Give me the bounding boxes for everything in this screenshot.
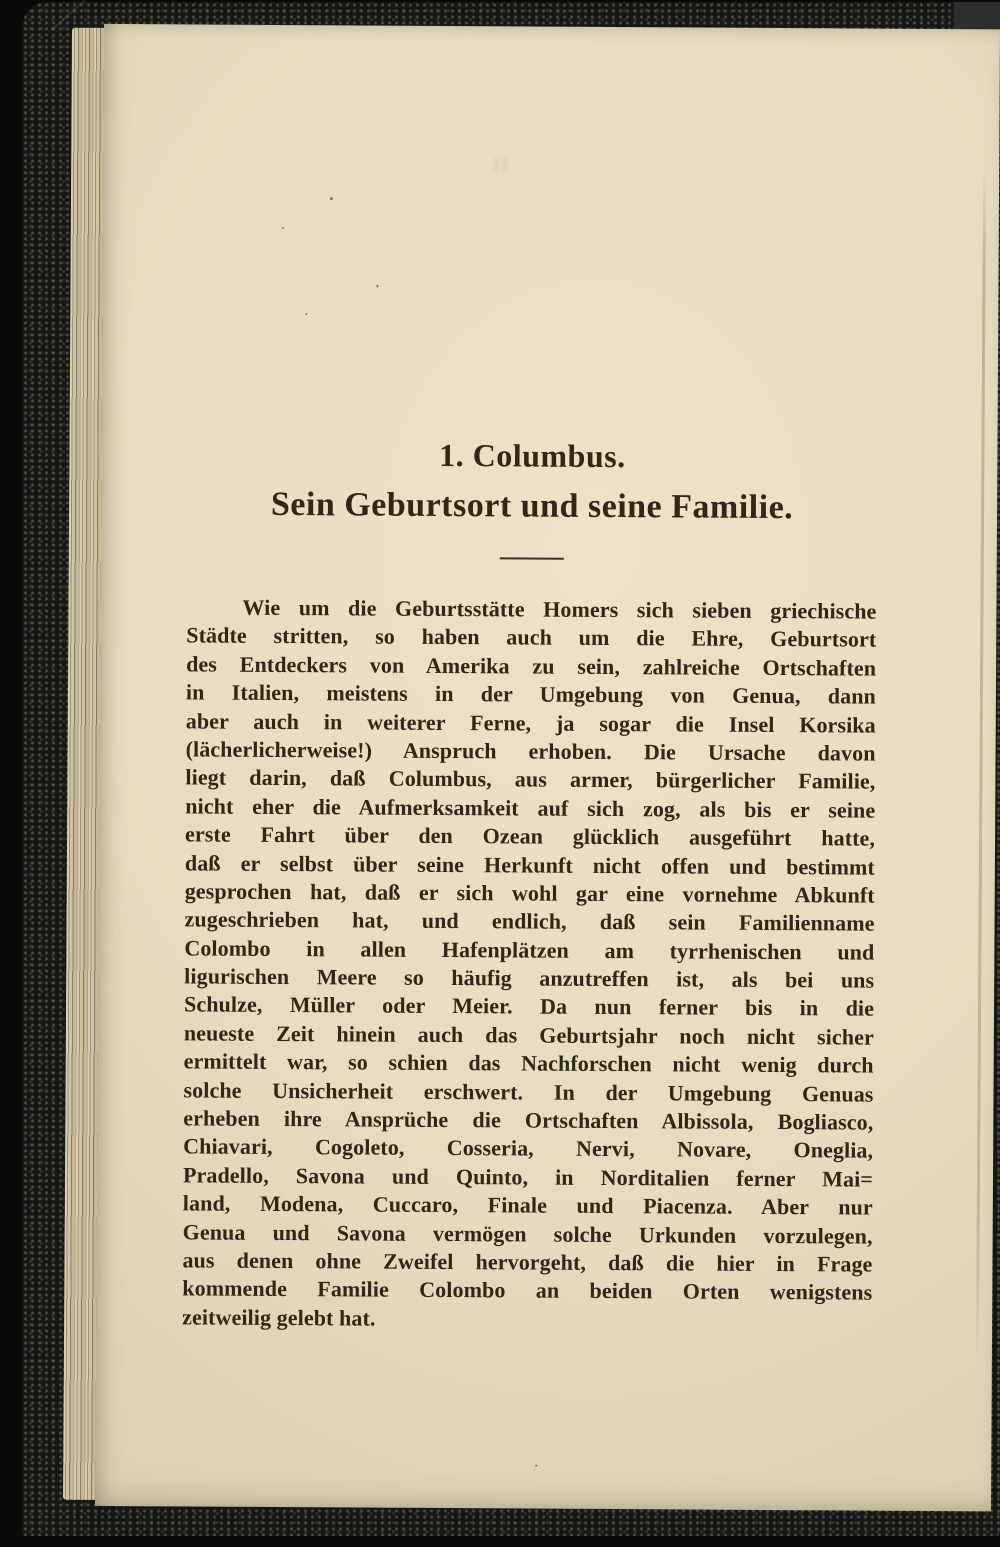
paragraph-line: Chiavari, Cogoleto, Cosseria, Nervi, Novare, Oneglia, bbox=[183, 1133, 874, 1164]
body-paragraph bbox=[182, 593, 876, 1335]
paper-speck bbox=[535, 1465, 537, 1467]
chapter-subtitle: Sein Geburtsort und seine Familie. bbox=[270, 485, 794, 527]
paragraph-line: liegt darin, daß Columbus, aus armer, bürgerlicher Familie, bbox=[185, 764, 876, 794]
paragraph-line: solche Unsicherheit erschwert. In der Umgebung Genuas bbox=[183, 1077, 874, 1107]
paragraph-line: nicht eher die Aufmerksamkeit auf sich zog, als bis er seine bbox=[185, 793, 876, 823]
paragraph-line: des Entdeckers von Amerika zu sein, zahlreiche Ortschaften bbox=[186, 651, 877, 681]
paragraph-line: Colombo in allen Hafenplätzen am tyrrhenischen und bbox=[184, 935, 875, 965]
title-divider-rule bbox=[500, 557, 564, 559]
showthrough-page-number: 11 bbox=[491, 154, 511, 177]
paragraph-line: kommende Familie Colombo an beiden Orten wenigstens bbox=[182, 1275, 873, 1305]
page-crease bbox=[976, 169, 986, 1369]
book-page bbox=[95, 24, 1000, 1511]
page-content bbox=[182, 24, 880, 1335]
paragraph-line: daß er selbst über seine Herkunft nicht offen und bestimmt bbox=[184, 849, 875, 880]
paragraph-line: Genua und Savona vermögen solche Urkunden vorzulegen, bbox=[182, 1218, 873, 1249]
paragraph-line: Wie um die Geburtsstätte Homers sich sieben griechische bbox=[242, 594, 877, 624]
chapter-heading bbox=[187, 433, 878, 561]
paragraph-line: aus denen ohne Zweifel hervorgeht, daß die hier in Frage bbox=[182, 1247, 873, 1277]
paragraph-line: ermittelt war, so schien das Nachforschen nicht wenig durch bbox=[183, 1048, 874, 1078]
paragraph-line: zeitweilig gelebt hat. bbox=[182, 1304, 376, 1331]
paragraph-line: aber auch in weiterer Ferne, ja sogar die Insel Korsika bbox=[185, 707, 876, 738]
paragraph-line: gesprochen hat, daß er sich wohl gar eine vornehme Abkunft bbox=[184, 878, 875, 908]
paragraph-line: ligurischen Meere so häufig anzutreffen ist, als bei uns bbox=[184, 963, 875, 993]
paragraph-line: Städte stritten, so haben auch um die Ehre, Geburtsort bbox=[186, 622, 877, 653]
paragraph-line: neueste Zeit hinein auch das Geburtsjahr noch nicht sicher bbox=[183, 1020, 874, 1050]
paragraph-line: land, Modena, Cuccaro, Finale und Piacenza. Aber nur bbox=[182, 1190, 873, 1220]
paragraph-line: erheben ihre Ansprüche die Ortschaften Albissola, Bogliasco, bbox=[183, 1105, 874, 1135]
chapter-title: 1. Columbus. bbox=[439, 436, 626, 475]
paragraph-line: Pradello, Savona und Quinto, in Norditalien ferner Mai= bbox=[182, 1162, 874, 1192]
paragraph-line: Schulze, Müller oder Meier. Da nun ferner bis in die bbox=[183, 991, 875, 1022]
paragraph-line: in Italien, meistens in der Umgebung von Genua, dann bbox=[185, 679, 877, 709]
paragraph-line: erste Fahrt über den Ozean glücklich ausgeführt hatte, bbox=[185, 821, 876, 851]
paragraph-line: (lächerlicherweise!) Anspruch erhoben. Die Ursache davon bbox=[185, 736, 876, 766]
paragraph-line: zugeschrieben hat, und endlich, daß sein Familienname bbox=[184, 906, 875, 936]
